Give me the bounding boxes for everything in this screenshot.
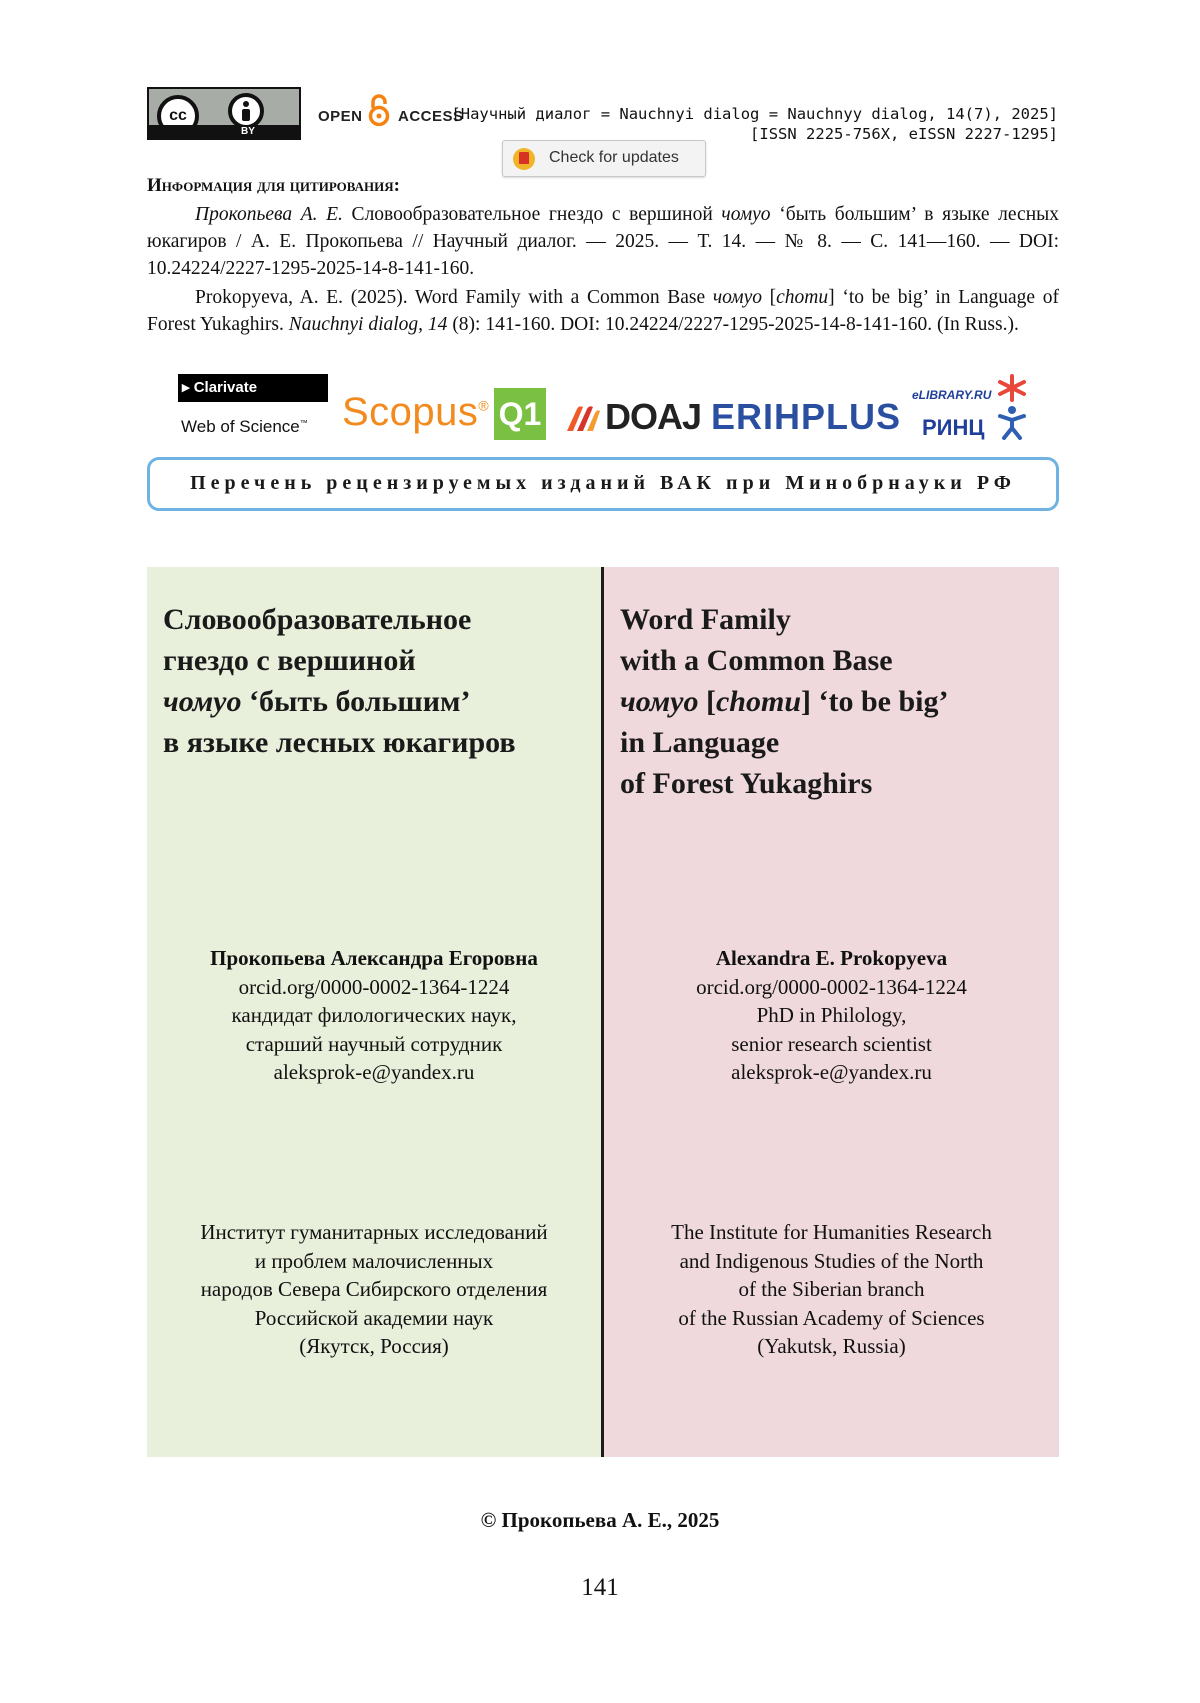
creative-commons-icon: cc	[157, 95, 199, 137]
author-degree: кандидат филологических наук,	[231, 1003, 517, 1027]
author-orcid[interactable]: orcid.org/0000-0002-1364-1224	[696, 974, 967, 999]
open-lock-icon	[366, 94, 392, 126]
vak-list-banner: Перечень рецензируемых изданий ВАК при Минобрнауки РФ	[147, 457, 1059, 511]
citation-heading: Информация для цитирования:	[147, 175, 400, 196]
cc-by-license-badge[interactable]	[147, 87, 301, 140]
article-title-english: Word Family with a Common Base чомуо [chomu] ‘to be big’ in Language of Forest Yukaghirs	[620, 603, 949, 800]
author-info-english	[604, 944, 1059, 1087]
attribution-person-icon	[228, 93, 264, 129]
author-degree: PhD in Philology,	[756, 1003, 907, 1027]
author-orcid[interactable]: orcid.org/0000-0002-1364-1224	[238, 974, 510, 999]
issn-line: [ISSN 2225-756X, eISSN 2227-1295]	[750, 125, 1058, 143]
affiliation-english: The Institute for Humanities Research and Indigenous Studies of the North of the Siberian branch of the Russian Academy of Sciences (Yakutsk, Russia)	[671, 1220, 992, 1358]
q1-quartile-badge: Q1	[494, 388, 546, 440]
scopus-logo[interactable]: Scopus®	[342, 390, 490, 434]
cc-by-label: BY	[241, 126, 255, 137]
affiliation-russian: Институт гуманитарных исследований и проблем малочисленных народов Севера Сибирского отделения Российской академии наук (Якутск, Россия)	[200, 1220, 548, 1358]
doaj-mark-icon	[565, 405, 601, 431]
author-email[interactable]: aleksprok-e@yandex.ru	[731, 1060, 932, 1084]
journal-meta	[451, 104, 1058, 144]
page-number: 141	[581, 1574, 619, 1601]
author-name: Прокопьева Александра Егоровна	[210, 946, 538, 970]
open-access-logo: OPEN ACCESS	[318, 86, 458, 138]
check-for-updates-button[interactable]	[502, 140, 706, 177]
citation-english: Prokopyeva, A. E. (2025). Word Family with a Common Base чомуо [chomu] ‘to be big’ in Language of Forest Yukaghirs. Nauchnyi dialog, 14 (8): 141-160. DOI: 10.24224/2227-1295-2025-14-8-141-160. (In Russ.).	[147, 287, 1059, 335]
elibrary-logo[interactable]: eLIBRARY.RU	[912, 388, 992, 402]
doaj-logo[interactable]: DOAJ	[605, 396, 702, 437]
erih-plus-logo[interactable]: ERIHPLUS	[711, 396, 902, 437]
author-position: senior research scientist	[731, 1031, 932, 1056]
check-for-updates-label: Check for updates	[549, 149, 679, 166]
journal-line: [Научный диалог = Nauchnyi dialog = Nauchnyy dialog, 14(7), 2025]	[451, 105, 1058, 123]
author-email[interactable]: aleksprok-e@yandex.ru	[273, 1060, 475, 1084]
article-title-russian: Словообразовательное гнездо с вершиной чомуо ‘быть большим’ в языке лесных юкагиров	[163, 603, 516, 759]
citation-russian: Прокопьева А. Е. Словообразовательное гнездо с вершиной чомуо ‘быть большим’ в языке лесных юкагиров / А. Е. Прокопьева // Научный диалог. — 2025. — Т. 14. — № 8. — С. 141—160. — DOI: 10.24224/2227-1295-2025-14-8-141-160.	[147, 204, 1059, 279]
copyright-notice: © Прокопьева А. Е., 2025	[480, 1508, 720, 1532]
elibrary-person-icon	[994, 374, 1030, 440]
author-name: Alexandra E. Prokopyeva	[715, 946, 948, 970]
web-of-science-logo[interactable]: Web of Science™	[181, 417, 308, 436]
rinc-logo[interactable]: РИНЦ	[922, 415, 985, 440]
clarivate-logo[interactable]: ▸ Clarivate	[178, 374, 328, 402]
author-position: старший научный сотрудник	[245, 1031, 503, 1056]
author-info-russian	[147, 944, 601, 1087]
bookmark-update-icon	[513, 148, 535, 170]
